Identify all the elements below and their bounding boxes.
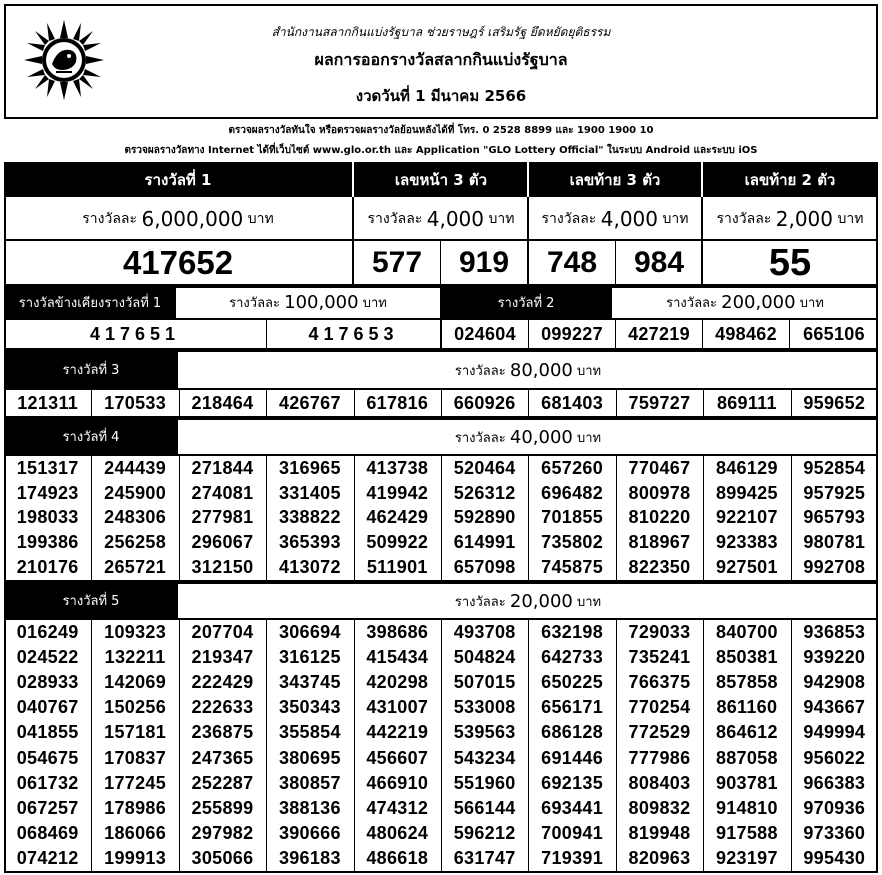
prize-number: 539563 <box>453 722 516 743</box>
prize-number: 218464 <box>191 392 254 413</box>
prize-number: 121311 <box>17 392 79 413</box>
prize-number: 157181 <box>104 722 167 743</box>
prize-number: 719391 <box>541 847 604 868</box>
notice-phone: ตรวจผลรางวัลทันใจ หรือตรวจผลรางวัลย้อนหลังได้ที่ โทร. 0 2528 8899 และ 1900 1900 10 <box>228 124 654 136</box>
prize-number: 657260 <box>541 457 604 478</box>
divider <box>527 162 529 197</box>
prize-number: 887058 <box>715 747 778 768</box>
prize-number: 486618 <box>366 847 429 868</box>
divider <box>352 162 354 197</box>
prize-number: 420298 <box>366 672 429 693</box>
amount-prefix: รางวัลละ <box>454 594 506 610</box>
prize-number: 936853 <box>803 622 866 643</box>
side-prize-label: รางวัลข้างเคียงรางวัลที่ 1 <box>4 286 176 318</box>
divider <box>791 620 792 871</box>
prize-number: 631747 <box>453 847 516 868</box>
prize-number: 024522 <box>16 647 79 668</box>
side-prize-amount <box>176 286 440 318</box>
prize-number: 177245 <box>104 772 167 793</box>
prize-number: 642733 <box>541 647 604 668</box>
front3-amount <box>354 199 528 239</box>
amount-value: 4,000 <box>600 207 659 231</box>
prize-number: 543234 <box>453 747 516 768</box>
prize-number: 245900 <box>104 482 167 503</box>
prize-number: 390666 <box>278 822 341 843</box>
prize-number: 199913 <box>104 847 167 868</box>
prize-number: 966383 <box>803 772 866 793</box>
divider <box>789 320 790 348</box>
prize-number: 922107 <box>715 507 778 528</box>
divider <box>266 456 267 580</box>
prize-number: 247365 <box>191 747 254 768</box>
divider <box>527 197 529 286</box>
front3-number: 577 <box>371 246 423 279</box>
divider <box>266 620 267 871</box>
prize-number: 338822 <box>278 507 341 528</box>
amount-unit: บาท <box>577 363 602 379</box>
prize-number: 809832 <box>628 797 691 818</box>
divider <box>616 456 617 580</box>
prize-number: 074212 <box>16 847 79 868</box>
prize-number: 170837 <box>104 747 167 768</box>
divider <box>91 456 92 580</box>
amount-unit: บาท <box>362 295 387 311</box>
prize2-amount <box>612 286 878 318</box>
prize-number: 426767 <box>278 392 341 413</box>
prize-number: 236875 <box>191 722 254 743</box>
amount-unit: บาท <box>247 211 274 227</box>
prize-number: 656171 <box>541 697 604 718</box>
prize-number: 511901 <box>366 557 428 578</box>
first-prize-amount <box>4 199 352 239</box>
divider <box>441 620 442 871</box>
prize-number: 566144 <box>453 797 516 818</box>
prize-number: 903781 <box>715 772 778 793</box>
prize-number: 222429 <box>191 672 254 693</box>
back3-label: เลขท้าย 3 ตัว <box>569 170 661 189</box>
prize-number: 174923 <box>16 482 79 503</box>
divider <box>352 197 354 286</box>
prize-number: 028933 <box>16 672 79 693</box>
prize-number: 398686 <box>366 622 429 643</box>
prize-number: 992708 <box>803 557 866 578</box>
prize-number: 054675 <box>16 747 79 768</box>
prize-number: 660926 <box>453 392 516 413</box>
divider <box>615 320 616 348</box>
prize-number: 770467 <box>628 457 691 478</box>
back2-label: เลขท้าย 2 ตัว <box>744 170 836 189</box>
back3-number: 748 <box>546 246 598 279</box>
divider <box>354 390 355 416</box>
prize-number: 255899 <box>191 797 254 818</box>
amount-value: 6,000,000 <box>141 207 244 231</box>
amount-value: 200,000 <box>721 291 796 313</box>
prize-number: 520464 <box>453 457 516 478</box>
prize-number: 551960 <box>453 772 516 793</box>
amount-unit: บาท <box>837 211 864 227</box>
divider <box>702 320 703 348</box>
prize2-number: 099227 <box>541 323 603 344</box>
prize-number: 474312 <box>366 797 429 818</box>
divider <box>791 456 792 580</box>
prize-number: 244439 <box>104 457 167 478</box>
divider <box>703 456 704 580</box>
prize5-amount <box>178 584 878 618</box>
amount-value: 40,000 <box>509 426 573 448</box>
prize-number: 296067 <box>191 532 254 553</box>
divider <box>354 620 355 871</box>
prize-number: 846129 <box>715 457 778 478</box>
prize-number: 808403 <box>628 772 691 793</box>
side-prize-number: 417653 <box>308 323 399 344</box>
amount-value: 4,000 <box>426 207 485 231</box>
divider <box>91 620 92 871</box>
prize-number: 777986 <box>628 747 691 768</box>
prize-number: 943667 <box>803 697 866 718</box>
divider <box>616 620 617 871</box>
prize-number: 735802 <box>541 532 604 553</box>
prize-number: 041855 <box>16 722 79 743</box>
prize-number: 219347 <box>191 647 254 668</box>
prize-number: 316965 <box>278 457 341 478</box>
prize-number: 355854 <box>278 722 341 743</box>
draw-date: งวดวันที่ 1 มีนาคม 2566 <box>355 87 527 105</box>
front3-label: เลขหน้า 3 ตัว <box>394 170 488 189</box>
prize4-label: รางวัลที่ 4 <box>4 418 178 454</box>
prize2-number: 427219 <box>628 323 690 344</box>
prize-number: 016249 <box>16 622 79 643</box>
prize-number: 956022 <box>803 747 866 768</box>
prize-number: 526312 <box>453 482 516 503</box>
prize-number: 533008 <box>453 697 516 718</box>
prize-number: 942908 <box>803 672 866 693</box>
prize-number: 596212 <box>453 822 516 843</box>
amount-prefix: รางวัลละ <box>367 211 423 227</box>
org-motto: สำนักงานสลากกินแบ่งรัฐบาล ช่วยราษฎร์ เสริมรัฐ ยึดหยัดยุติธรรม <box>271 24 611 39</box>
prize-number: 415434 <box>366 647 429 668</box>
prize3-label: รางวัลที่ 3 <box>4 350 178 388</box>
prize-number: 857858 <box>715 672 778 693</box>
amount-prefix: รางวัลละ <box>229 295 280 311</box>
prize-number: 617816 <box>366 392 429 413</box>
prize-number: 819948 <box>628 822 691 843</box>
prize-number: 965793 <box>803 507 866 528</box>
prize-number: 970936 <box>803 797 866 818</box>
prize-number: 413738 <box>366 457 429 478</box>
amount-unit: บาท <box>488 211 515 227</box>
prize-number: 759727 <box>628 392 691 413</box>
prize-number: 822350 <box>628 557 691 578</box>
prize-number: 850381 <box>715 647 778 668</box>
prize-number: 592890 <box>453 507 516 528</box>
divider <box>91 390 92 416</box>
prize3-numbers-row <box>4 390 878 416</box>
prize-number: 150256 <box>104 697 167 718</box>
prize2-number: 024604 <box>454 323 516 344</box>
prize-number: 493708 <box>453 622 516 643</box>
prize-number: 365393 <box>278 532 341 553</box>
prize-number: 917588 <box>715 822 778 843</box>
amount-prefix: รางวัลละ <box>541 211 597 227</box>
prize4-amount <box>178 420 878 454</box>
prize-number: 067257 <box>16 797 79 818</box>
prize-number: 818967 <box>628 532 691 553</box>
prize-number: 419942 <box>366 482 429 503</box>
prize-number: 466910 <box>366 772 429 793</box>
back3-amount <box>528 199 702 239</box>
prize5-numbers-grid <box>4 620 878 871</box>
divider <box>441 390 442 416</box>
prize-number: 861160 <box>716 697 778 718</box>
prize-number: 350343 <box>278 697 341 718</box>
divider <box>440 241 441 285</box>
divider <box>354 456 355 580</box>
prize-number: 040767 <box>16 697 79 718</box>
prize-number: 306694 <box>278 622 341 643</box>
amount-prefix: รางวัลละ <box>454 430 506 446</box>
prize-number: 507015 <box>453 672 516 693</box>
prize3-amount <box>178 352 878 388</box>
prize-number: 331405 <box>278 482 341 503</box>
prize-number: 632198 <box>541 622 604 643</box>
side-prize-number: 417651 <box>89 323 181 344</box>
divider <box>791 390 792 416</box>
prize-number: 657098 <box>453 557 516 578</box>
prize-number: 735241 <box>628 647 691 668</box>
divider <box>703 390 704 416</box>
prize-number: 109323 <box>104 622 167 643</box>
prize-number: 681403 <box>541 392 604 413</box>
amount-prefix: รางวัลละ <box>716 211 772 227</box>
prize-number: 442219 <box>366 722 429 743</box>
prize-number: 265721 <box>104 557 167 578</box>
first-prize-label: รางวัลที่ 1 <box>144 170 212 189</box>
prize-number: 957925 <box>803 482 866 503</box>
divider <box>701 197 703 286</box>
divider <box>615 241 616 285</box>
prize-number: 770254 <box>628 697 691 718</box>
amount-prefix: รางวัลละ <box>82 211 138 227</box>
prize-number: 297982 <box>191 822 254 843</box>
divider <box>441 456 442 580</box>
prize-number: 151317 <box>16 457 79 478</box>
divider <box>179 456 180 580</box>
divider <box>179 390 180 416</box>
back2-amount <box>702 199 878 239</box>
prize-number: 899425 <box>715 482 778 503</box>
prize-number: 745875 <box>541 557 604 578</box>
prize-number: 701855 <box>541 507 604 528</box>
prize-number: 274081 <box>191 482 254 503</box>
prize-number: 480624 <box>366 822 429 843</box>
divider <box>266 390 267 416</box>
divider <box>701 162 703 197</box>
prize-number: 504824 <box>453 647 516 668</box>
prize-number: 132211 <box>104 647 166 668</box>
divider <box>616 390 617 416</box>
prize-number: 952854 <box>803 457 866 478</box>
prize-number: 380695 <box>278 747 341 768</box>
prize-number: 980781 <box>803 532 866 553</box>
back2-number: 55 <box>768 241 812 284</box>
amount-value: 100,000 <box>284 291 359 313</box>
prize-number: 692135 <box>541 772 604 793</box>
prize-number: 431007 <box>366 697 429 718</box>
prize2-label: รางวัลที่ 2 <box>440 286 612 318</box>
prize-number: 068469 <box>16 822 79 843</box>
amount-prefix: รางวัลละ <box>666 295 717 311</box>
prize-number: 810220 <box>628 507 691 528</box>
prize-number: 650225 <box>541 672 604 693</box>
prize-number: 693441 <box>541 797 604 818</box>
prize-number: 973360 <box>803 822 866 843</box>
prize-number: 256258 <box>104 532 167 553</box>
prize-number: 199386 <box>16 532 79 553</box>
prize2-number: 498462 <box>715 323 777 344</box>
amount-value: 2,000 <box>775 207 834 231</box>
prize-number: 248306 <box>104 507 167 528</box>
front3-number: 919 <box>458 246 510 279</box>
prize-number: 959652 <box>803 392 866 413</box>
prize-number: 252287 <box>191 772 254 793</box>
amount-value: 20,000 <box>509 590 573 612</box>
prize-number: 995430 <box>803 847 866 868</box>
prize-number: 305066 <box>191 847 254 868</box>
prize2-number: 665106 <box>803 323 865 344</box>
prize-number: 949994 <box>803 722 866 743</box>
prize5-label: รางวัลที่ 5 <box>4 582 178 618</box>
prize-number: 396183 <box>278 847 341 868</box>
prize-number: 061732 <box>16 772 79 793</box>
glo-emblem-icon <box>22 18 106 102</box>
prize-number: 186066 <box>104 822 167 843</box>
prize-number: 691446 <box>541 747 604 768</box>
divider <box>528 620 529 871</box>
prize4-numbers-grid <box>4 456 878 580</box>
prize-number: 413072 <box>278 557 341 578</box>
prize-number: 170533 <box>104 392 167 413</box>
prize-number: 312150 <box>191 557 254 578</box>
prize-number: 927501 <box>715 557 778 578</box>
amount-unit: บาท <box>577 430 602 446</box>
prize-number: 509922 <box>366 532 429 553</box>
prize-number: 456607 <box>366 747 429 768</box>
prize-number: 210176 <box>16 557 79 578</box>
prize-number: 462429 <box>366 507 429 528</box>
prize-number: 700941 <box>541 822 604 843</box>
prize-number: 766375 <box>628 672 691 693</box>
amount-unit: บาท <box>662 211 689 227</box>
prize-number: 178986 <box>104 797 167 818</box>
divider <box>703 620 704 871</box>
prize-number: 277981 <box>191 507 254 528</box>
prize-number: 380857 <box>278 772 341 793</box>
notice-internet: ตรวจผลรางวัลทาง Internet ได้ที่เว็บไซต์ www.glo.or.th และ Application "GLO Lottery Official" ในระบบ Android และระบบ iOS <box>124 144 758 156</box>
back3-number: 984 <box>633 246 685 279</box>
prize-number: 696482 <box>541 482 604 503</box>
prize-number: 923383 <box>715 532 778 553</box>
prize-number: 142069 <box>104 672 167 693</box>
prize-number: 207704 <box>191 622 254 643</box>
amount-prefix: รางวัลละ <box>454 363 506 379</box>
prize-number: 939220 <box>803 647 866 668</box>
divider <box>528 320 529 348</box>
prize-number: 869111 <box>716 392 777 413</box>
prize-number: 343745 <box>278 672 341 693</box>
prize-number: 614991 <box>453 532 516 553</box>
amount-unit: บาท <box>577 594 602 610</box>
prize-number: 686128 <box>541 722 604 743</box>
prize-number: 840700 <box>715 622 778 643</box>
divider <box>179 620 180 871</box>
amount-unit: บาท <box>799 295 824 311</box>
prize-number: 271844 <box>191 457 254 478</box>
prize-number: 222633 <box>191 697 254 718</box>
prize-number: 914810 <box>715 797 778 818</box>
page-title: ผลการออกรางวัลสลากกินแบ่งรัฐบาล <box>314 49 568 69</box>
prize-number: 198033 <box>16 507 79 528</box>
prize-number: 923197 <box>715 847 778 868</box>
prize-number: 316125 <box>278 647 341 668</box>
divider <box>528 390 529 416</box>
prize-number: 864612 <box>715 722 778 743</box>
prize-number: 388136 <box>278 797 341 818</box>
prize-number: 800978 <box>628 482 691 503</box>
divider <box>528 456 529 580</box>
first-prize-number: 417652 <box>122 244 234 281</box>
prize-number: 820963 <box>628 847 691 868</box>
prize-number: 772529 <box>628 722 691 743</box>
amount-value: 80,000 <box>509 359 573 381</box>
prize-number: 729033 <box>628 622 691 643</box>
